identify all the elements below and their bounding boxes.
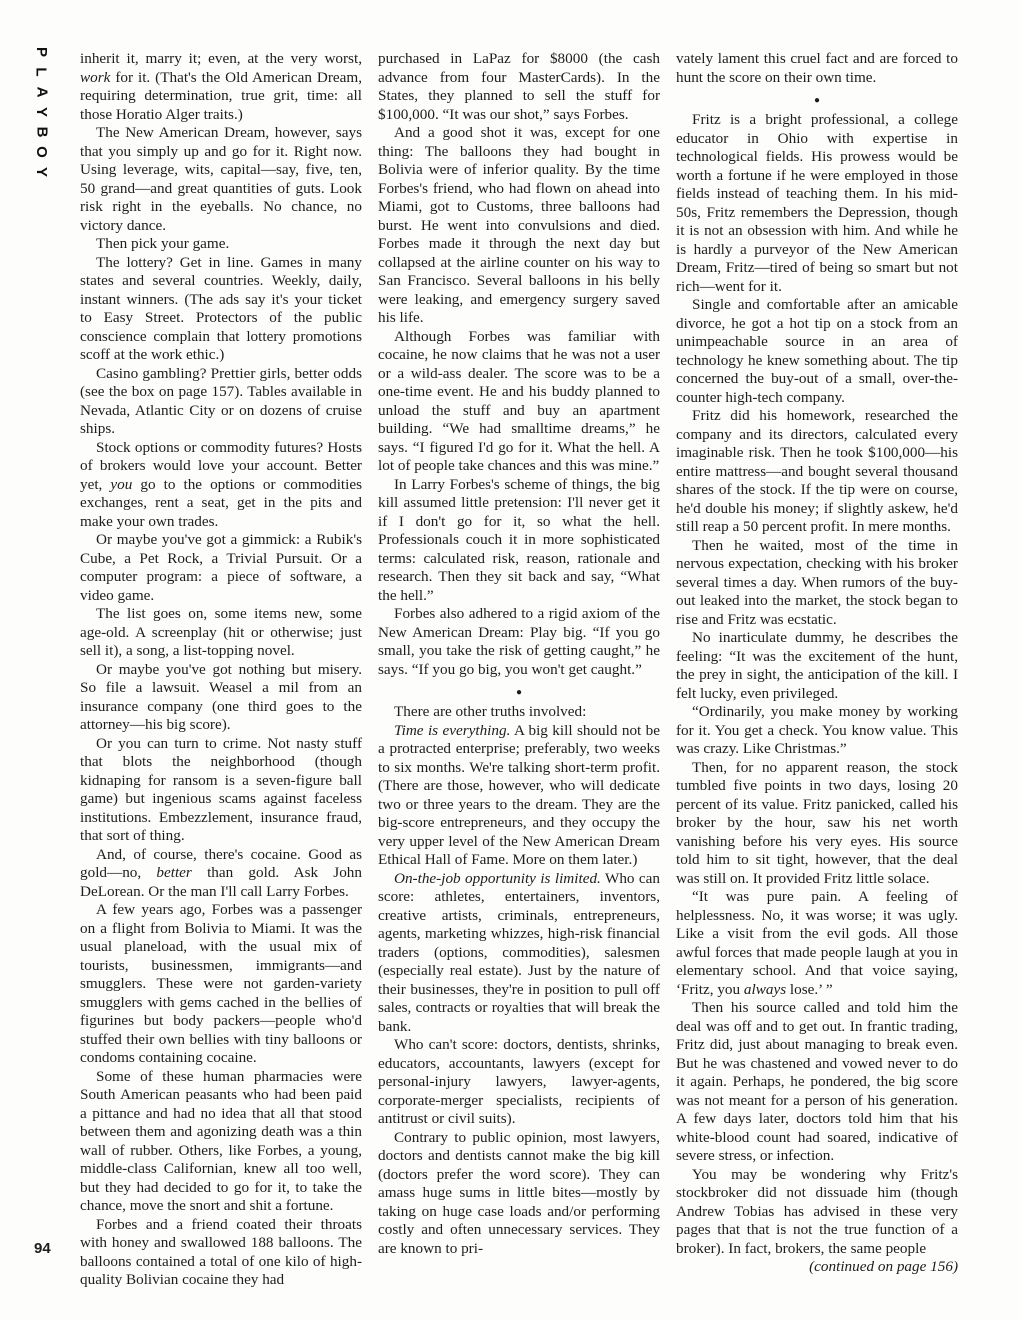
paragraph: vately lament this cruel fact and are forced to hunt the score on their own time. bbox=[676, 50, 958, 86]
paragraph: Or you can turn to crime. Not nasty stuff that blots the neighborhood (though kidnaping for ransom is a seven-figure ball game) but ingenious scams against faceless institutions. Embezzlement, insurance fraud, that sort of thing. bbox=[80, 734, 362, 844]
paragraph: There are other truths involved: bbox=[394, 703, 587, 720]
title-letter: Y bbox=[32, 166, 50, 178]
paragraph: “Ordinarily, you make money by working for it. You get a check. You know value. This was crazy. Like Christmas.” bbox=[676, 703, 958, 757]
section-bullet bbox=[378, 685, 660, 699]
paragraph: Stock options or commodity futures? Hosts of brokers would love your account. Better yet, you go to the options or commodities exchanges, rent a seat, get in the pits and make your own trades. bbox=[80, 438, 363, 530]
paragraph: Or maybe you've got nothing but misery. So file a lawsuit. Weasel a mil from an insurance company (one third goes to the attorney—his big score). bbox=[80, 660, 362, 733]
section-bullet bbox=[676, 93, 958, 107]
paragraph: Then, for no apparent reason, the stock tumbled five points in two days, losing 20 percent of its value. Fritz panicked, called his broker by the hour, saw his net worth vanishing before his very eyes. His source told him to sit tight, however, that the deal was still on. It provided Fritz little solace. bbox=[676, 758, 958, 887]
paragraph: Then he waited, most of the time in nervous expectation, checking with his broker several times a day. When rumors of the buy-out leaked into the market, the stock began to rise and Fritz was ecstatic. bbox=[676, 536, 958, 628]
paragraph: purchased in LaPaz for $8000 (the cash advance from four MasterCards). In the States, they planned to sell the stuff for $100,000. “It was our shot,” says Forbes. bbox=[378, 50, 660, 123]
paragraph: Fritz is a bright professional, a college educator in Ohio with expertise in technological fields. His prowess would be worth a fortune if he were employed in those fields instead of teaching them. In his mid-50s, Fritz remembers the Depression, though it is not an obsession with him. And while he is hardly a purveyor of the New American Dream, Fritz—tired of being so smart but not rich—went for it. bbox=[676, 111, 958, 295]
paragraph: On-the-job opportunity is limited. Who can score: athletes, entertainers, inventors, creative artists, criminals, entrepreneurs, agents, marketing whizzes, high-risk financial traders (options, commodities), salesmen (especially real estate). Just by the nature of their businesses, they're in position to pull off sales, contracts or royalties that will break the bank. bbox=[378, 869, 661, 1035]
paragraph: Single and comfortable after an amicable divorce, he got a hot tip on a stock from an unimpeachable source in an area of technology he knew something about. The tip concerned the buy-out of a small, over-the-counter high-tech company. bbox=[676, 296, 958, 406]
title-letter: Y bbox=[32, 106, 50, 118]
paragraph: Contrary to public opinion, most lawyers, doctors and dentists cannot make the big kill (doctors prefer the word score). They can amass huge sums in little bites—mostly by taking on huge case loads and/or performing costly and often unnecessary services. They are known to pri- bbox=[378, 1128, 660, 1257]
paragraph: You may be wondering why Fritz's stockbroker did not dissuade him (though Andrew Tobias has advised in these very pages that that is not the true function of a broker). In fact, brokers, the same people bbox=[676, 1165, 958, 1257]
paragraph: Although Forbes was familiar with cocaine, he now claims that he was not a user or a wild-ass dealer. The score was to be a one-time event. He and his buddy planned to unload the stuff and buy an apartment building. “We had smalltime dreams,” he says. “I figured I'd go for it. What the hell. A lot of people take chances and this was mine.” bbox=[378, 327, 660, 474]
title-letter: B bbox=[33, 126, 50, 138]
paragraph: A few years ago, Forbes was a passenger on a flight from Bolivia to Miami. It was the usual planeload, with the usual mix of tourists, businessmen, immigrants—and smugglers. These were not garden-variety smugglers with gems cached in the bellies of figurines but body packers—people who'd stuffed their own bellies with tiny balloons or condoms containing cocaine. bbox=[80, 901, 362, 1066]
paragraph: Casino gambling? Prettier girls, better odds (see the box on page 157). Tables available in Nevada, Atlantic City or on dozens of cruise ships. bbox=[80, 364, 362, 437]
page-number: 94 bbox=[34, 1240, 51, 1257]
paragraph: Time is everything. A big kill should not be a protracted enterprise; preferably, two weeks to six months. We're talking short-term profit. (There are those, however, who will dedicate two or three years to the dream. They are the big-score entrepreneurs, and they occupy the very upper level of the New American Dream Ethical Hall of Fame. More on them later.) bbox=[378, 721, 660, 868]
paragraph: Some of these human pharmacies were South American peasants who had been paid a pittance and had no idea that all that stood between them and agonizing death was a thin wall of rubber. Others, like Forbes, a young, middle-class Californian, knew all too well, but they had decided to go for it, to take the chance, move the snort and shit a fortune. bbox=[80, 1067, 362, 1214]
paragraph: In Larry Forbes's scheme of things, the big kill assumed little pretension: I'll never get it if I don't go for it, so what the hell. Professionals couch it in more sophisticated terms: calculated risk, reason, rationale and research. Then they sit back and say, “What the hell.” bbox=[378, 475, 660, 604]
paragraph: No inarticulate dummy, he describes the feeling: “It was the excitement of the hunt, the prey in sight, the anticipation of the kill. I felt lucky, even privileged. bbox=[676, 629, 958, 702]
paragraph: “It was pure pain. A feeling of helplessness. No, it was worse; it was ugly. Like a visit from the evil gods. All those awful forces that made people laugh at you in elementary school. And that voice saying, ‘Fritz, you always lose.’ ” bbox=[676, 888, 958, 998]
paragraph: Then his source called and told him the deal was off and to get out. In frantic trading, Fritz did, just about managing to break even. But he was chastened and vowed never to do it again. Perhaps, he pondered, the big score was not meant for a person of his generation. A few days later, doctors told him that his white-blood count had soared, indicative of severe stress, or infection. bbox=[676, 999, 958, 1164]
paragraph: Who can't score: doctors, dentists, shrinks, educators, accountants, lawyers (except for personal-injury lawyers, lawyer-agents, corporate-merger specialists, recipients of antitrust or civil suits). bbox=[378, 1036, 660, 1127]
magazine-vertical-title bbox=[30, 42, 52, 182]
paragraph: The lottery? Get in line. Games in many states and several countries. Weekly, daily, instant winners. (The ads say it's your ticket to Easy Street. Protectors of the public conscience complain that lottery promotions scoff at the work ethic.) bbox=[80, 253, 362, 363]
title-letter: P bbox=[32, 46, 50, 58]
paragraph: And a good shot it was, except for one thing: The balloons they had bought in Bolivia were of inferior quality. By the time Forbes's friend, who had flown on ahead into Miami, got to Customs, three balloons had burst. He went into convulsions and died. Forbes made it through the next day but collapsed at the airline counter on his way to San Francisco. Several balloons in his belly were leaking, and emergency surgery saved his life. bbox=[378, 124, 660, 326]
text-column-3 bbox=[676, 50, 958, 1277]
paragraph: Then pick your game. bbox=[96, 235, 230, 252]
text-column-2 bbox=[378, 50, 660, 1258]
paragraph: The New American Dream, however, says that you simply up and go for it. Right now. Using leverage, wits, capital—say, five, ten, 50 grand—and great quantities of guts. Look risk right in the eyeballs. No chance, no victory dance. bbox=[80, 124, 362, 234]
continuation-note: (continued on page 156) bbox=[809, 1258, 958, 1275]
paragraph: Fritz did his homework, researched the company and its directors, calculated every imaginable risk. Then he took $100,000—his entire mattress—and bought several thousand shares of the stock. If the tip were on course, he'd double his money; if slightly askew, he'd still reap a 50 percent profit. In mere months. bbox=[676, 407, 958, 535]
title-letter: A bbox=[33, 86, 50, 98]
title-letter: O bbox=[32, 146, 50, 158]
paragraph: Forbes also adhered to a rigid axiom of the New American Dream: Play big. “If you go small, you take the risk of getting caught,” he says. “If you go big, you won't get caught.” bbox=[378, 605, 660, 678]
paragraph: inherit it, marry it; even, at the very worst, work for it. (That's the Old American Dream, requiring determination, true grit, time: all those Horatio Alger traits.) bbox=[80, 50, 362, 123]
text-column-1 bbox=[80, 50, 362, 1290]
paragraph: Forbes and a friend coated their throats with honey and swallowed 188 balloons. The balloons contained a total of one kilo of high-quality Bolivian cocaine they had bbox=[80, 1215, 362, 1288]
paragraph: Or maybe you've got a gimmick: a Rubik's Cube, a Pet Rock, a Trivial Pursuit. Or a computer program: a piece of software, a video game. bbox=[80, 531, 362, 604]
paragraph: The list goes on, some items new, some age-old. A screenplay (hit or otherwise; just sell it), a song, a list-topping novel. bbox=[80, 605, 362, 659]
title-letter: L bbox=[32, 67, 50, 77]
paragraph: And, of course, there's cocaine. Good as gold—no, better than gold. Ask John DeLorean. Or the man I'll call Larry Forbes. bbox=[80, 845, 362, 900]
